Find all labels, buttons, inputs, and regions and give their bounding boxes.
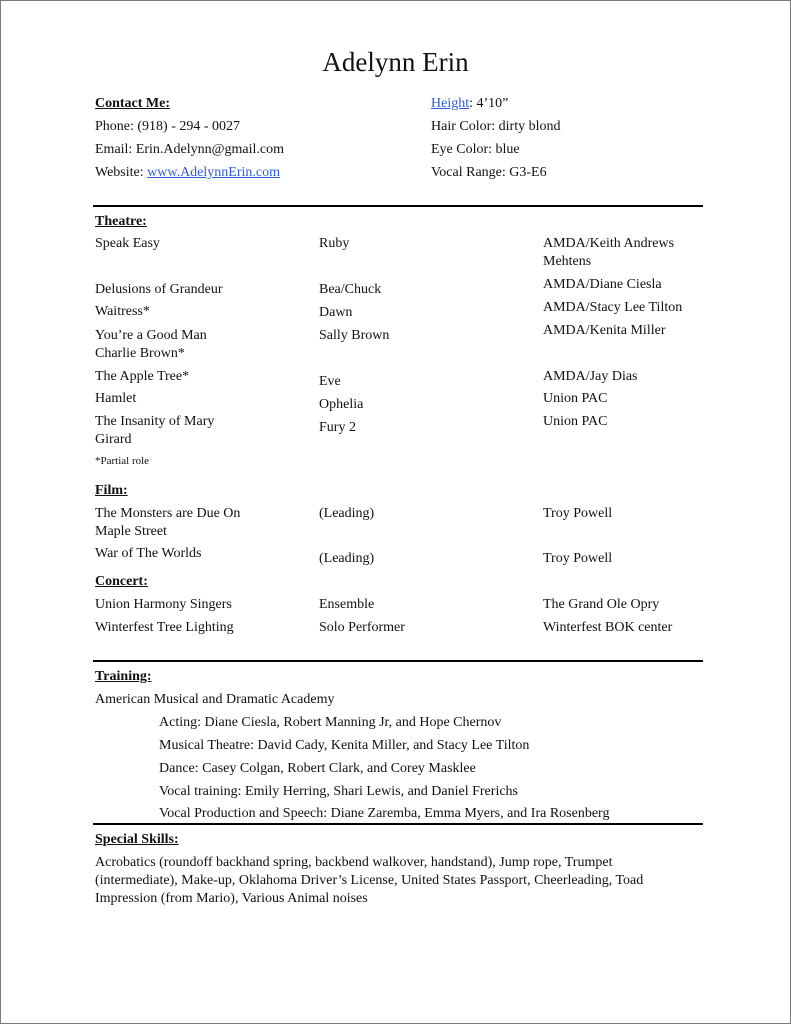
website-prefix: Website: [95, 165, 148, 180]
skills-heading: Special Skills: [95, 832, 179, 847]
theatre-org: AMDA/Stacy Lee Tilton [543, 300, 683, 315]
concert-role: Solo Performer [319, 620, 405, 635]
theatre-heading: Theatre: [95, 214, 147, 229]
skills-text: Acrobatics (roundoff backhand spring, backbend walkover, handstand), Jump rope, Trumpet (intermediate), Make-up, Oklahoma Driver’s License, United States Passport, Cheerleading, Toad Impression (from Mario), Various Animal noises [95, 855, 644, 906]
theatre-title: Delusions of Grandeur [95, 282, 223, 297]
contact-phone: Phone: (918) - 294 - 0027 [95, 119, 241, 134]
eye-color: Eye Color: blue [431, 142, 520, 157]
training-item: Vocal training: Emily Herring, Shari Lewis, and Daniel Frerichs [159, 784, 518, 799]
theatre-role: Eve [319, 374, 341, 389]
theatre-role: Ruby [319, 236, 350, 251]
theatre-org: AMDA/Keith Andrews Mehtens [543, 236, 675, 269]
film-role: (Leading) [319, 506, 375, 521]
film-title: War of The Worlds [95, 546, 202, 561]
vocal-range: Vocal Range: G3-E6 [431, 165, 547, 180]
contact-heading: Contact Me: [95, 96, 171, 111]
film-heading: Film: [95, 483, 128, 498]
film-role: (Leading) [319, 551, 375, 566]
training-heading: Training: [95, 669, 152, 684]
theatre-role: Sally Brown [319, 328, 390, 343]
theatre-role: Fury 2 [319, 420, 356, 435]
theatre-title: You’re a Good Man Charlie Brown* [95, 328, 207, 361]
theatre-org: Union PAC [543, 414, 608, 429]
height-stat [431, 95, 508, 113]
partial-role-note: *Partial role [95, 455, 150, 467]
theatre-title: The Apple Tree* [95, 369, 190, 384]
training-school: American Musical and Dramatic Academy [95, 692, 335, 707]
theatre-org: AMDA/Diane Ciesla [543, 277, 662, 292]
theatre-role: Ophelia [319, 397, 364, 412]
training-item: Musical Theatre: David Cady, Kenita Miller, and Stacy Lee Tilton [159, 738, 530, 753]
theatre-org: AMDA/Jay Dias [543, 369, 638, 384]
theatre-title: Speak Easy [95, 236, 160, 251]
theatre-role: Bea/Chuck [319, 282, 382, 297]
theatre-title: Waitress* [95, 304, 150, 319]
website-link[interactable]: www.AdelynnErin.com [147, 165, 280, 180]
concert-title: Union Harmony Singers [95, 597, 232, 612]
hair-color: Hair Color: dirty blond [431, 119, 561, 134]
height-value: : 4’10” [469, 96, 509, 111]
contact-email: Email: Erin.Adelynn@gmail.com [95, 142, 285, 157]
divider-rule [93, 823, 703, 825]
resume-name: Adelynn Erin [322, 47, 469, 77]
concert-role: Ensemble [319, 597, 375, 612]
training-item: Acting: Diane Ciesla, Robert Manning Jr, and Hope Chernov [159, 715, 502, 730]
training-item: Vocal Production and Speech: Diane Zaremba, Emma Myers, and Ira Rosenberg [159, 806, 610, 821]
concert-org: Winterfest BOK center [543, 620, 673, 635]
training-item: Dance: Casey Colgan, Robert Clark, and Corey Masklee [159, 761, 476, 776]
theatre-org: AMDA/Kenita Miller [543, 323, 666, 338]
concert-title: Winterfest Tree Lighting [95, 620, 234, 635]
film-org: Troy Powell [543, 551, 613, 566]
contact-website [95, 164, 280, 182]
divider-rule [93, 205, 703, 207]
concert-heading: Concert: [95, 574, 148, 589]
theatre-role: Dawn [319, 305, 353, 320]
concert-org: The Grand Ole Opry [543, 597, 660, 612]
theatre-title: The Insanity of Mary Girard [95, 414, 215, 447]
theatre-title: Hamlet [95, 391, 137, 406]
film-title: The Monsters are Due On Maple Street [95, 506, 241, 539]
height-link[interactable]: Height [431, 96, 470, 111]
divider-rule [93, 660, 703, 662]
theatre-org: Union PAC [543, 391, 608, 406]
film-org: Troy Powell [543, 506, 613, 521]
